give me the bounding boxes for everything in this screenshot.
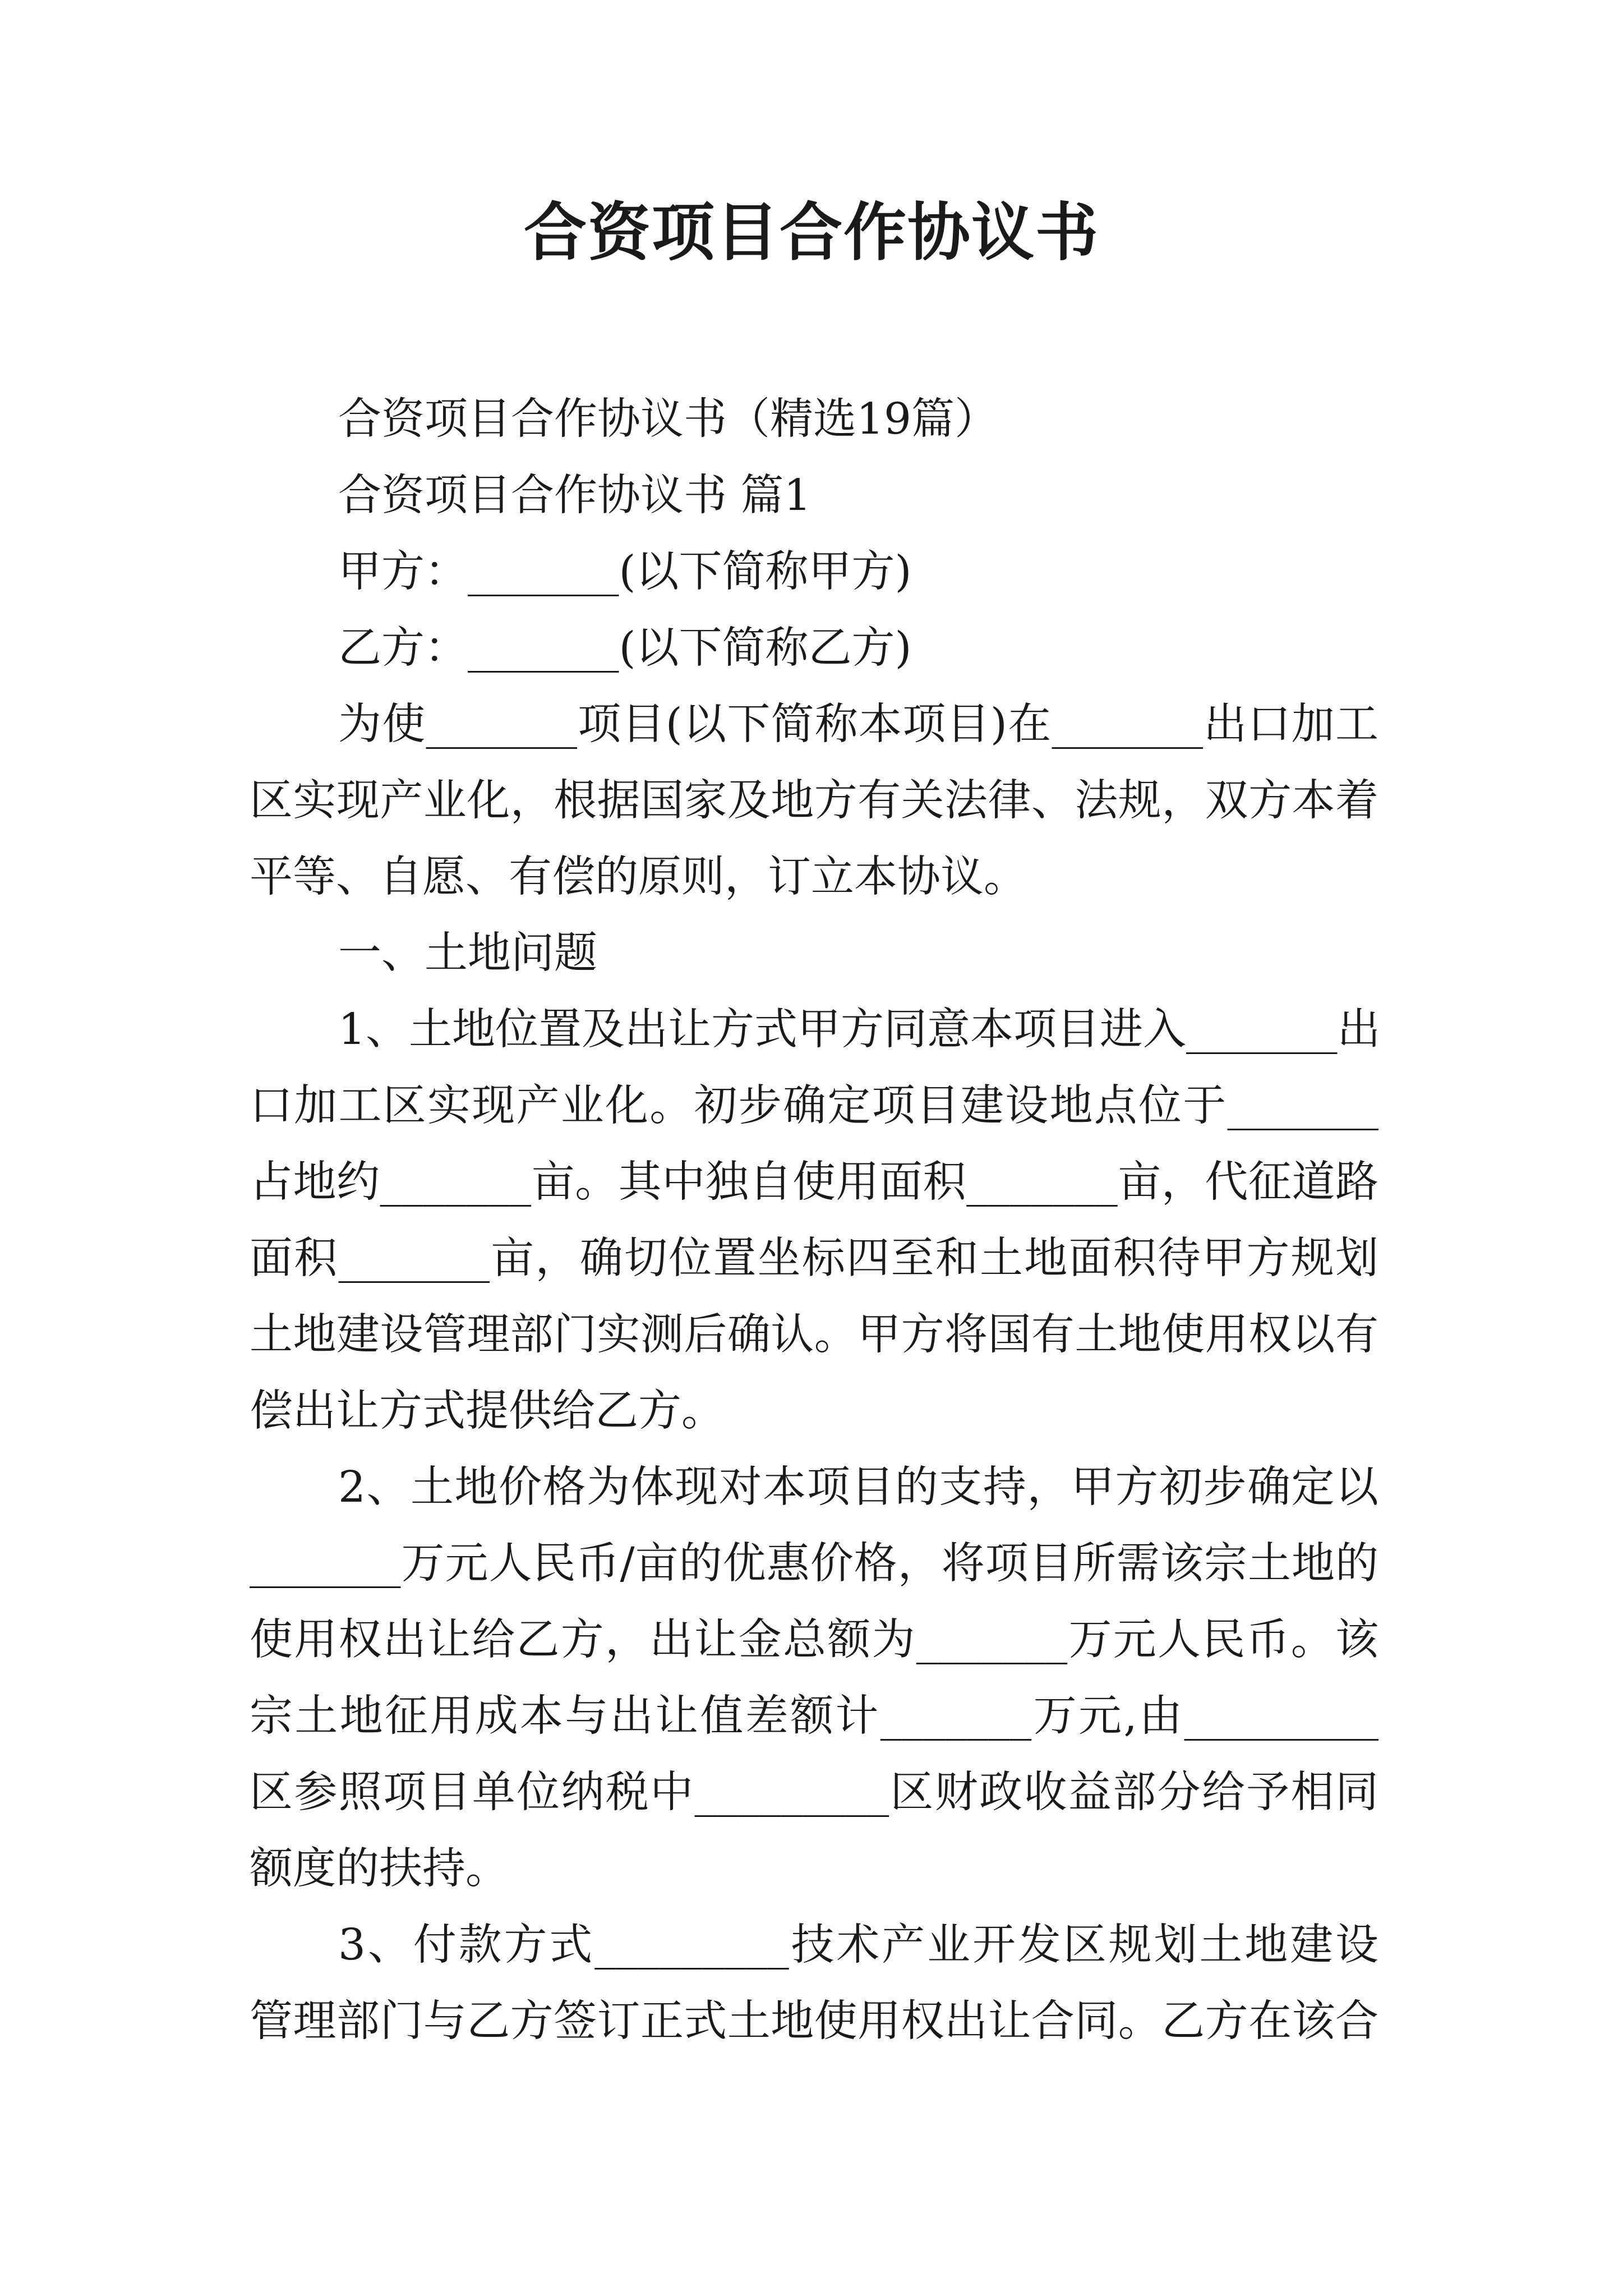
paragraph-line: 占地约_______亩。其中独自使用面积_______亩，代征道路 — [250, 1157, 1378, 1207]
party-a-line: 甲方：_______(以下简称甲方) — [338, 547, 912, 597]
paragraph-line: 额度的扶持。 — [250, 1844, 509, 1894]
document-title: 合资项目合作协议书 — [524, 196, 1099, 269]
paragraph-line: 3、付款方式_________技术产业开发区规划土地建设 — [338, 1920, 1378, 1970]
paragraph-line: _______万元人民币/亩的优惠价格，将项目所需该宗土地的 — [250, 1539, 1378, 1589]
paragraph-line: 土地建设管理部门实测后确认。甲方将国有土地使用权以有 — [250, 1310, 1378, 1360]
subtitle-line: 合资项目合作协议书（精选19篇） — [338, 394, 998, 444]
paragraph-line: 面积_______亩，确切位置坐标四至和土地面积待甲方规划 — [250, 1234, 1378, 1283]
paragraph-line: 区实现产业化，根据国家及地方有关法律、法规，双方本着 — [250, 776, 1378, 826]
paragraph-line: 管理部门与乙方签订正式土地使用权出让合同。乙方在该合 — [250, 1996, 1378, 2046]
paragraph-line: 使用权出让给乙方，出让金总额为_______万元人民币。该 — [250, 1615, 1378, 1665]
paragraph-line: 口加工区实现产业化。初步确定项目建设地点位于_______ — [250, 1081, 1378, 1131]
heading-land-issue: 一、土地问题 — [338, 928, 597, 978]
paragraph-line: 2、土地价格为体现对本项目的支持，甲方初步确定以 — [338, 1462, 1378, 1512]
paragraph-line: 为使_______项目(以下简称本项目)在_______出口加工 — [338, 700, 1378, 749]
paragraph-line: 偿出让方式提供给乙方。 — [250, 1386, 725, 1436]
section-heading: 合资项目合作协议书 篇1 — [338, 471, 811, 521]
paragraph-line: 宗土地征用成本与出让值差额计_______万元,由_________ — [250, 1691, 1378, 1741]
paragraph-line: 平等、自愿、有偿的原则，订立本协议。 — [250, 852, 1027, 902]
party-b-line: 乙方：_______(以下简称乙方) — [338, 623, 912, 673]
paragraph-line: 区参照项目单位纳税中_________区财政收益部分给予相同 — [250, 1768, 1378, 1818]
paragraph-line: 1、土地位置及出让方式甲方同意本项目进入_______出 — [338, 1005, 1381, 1055]
